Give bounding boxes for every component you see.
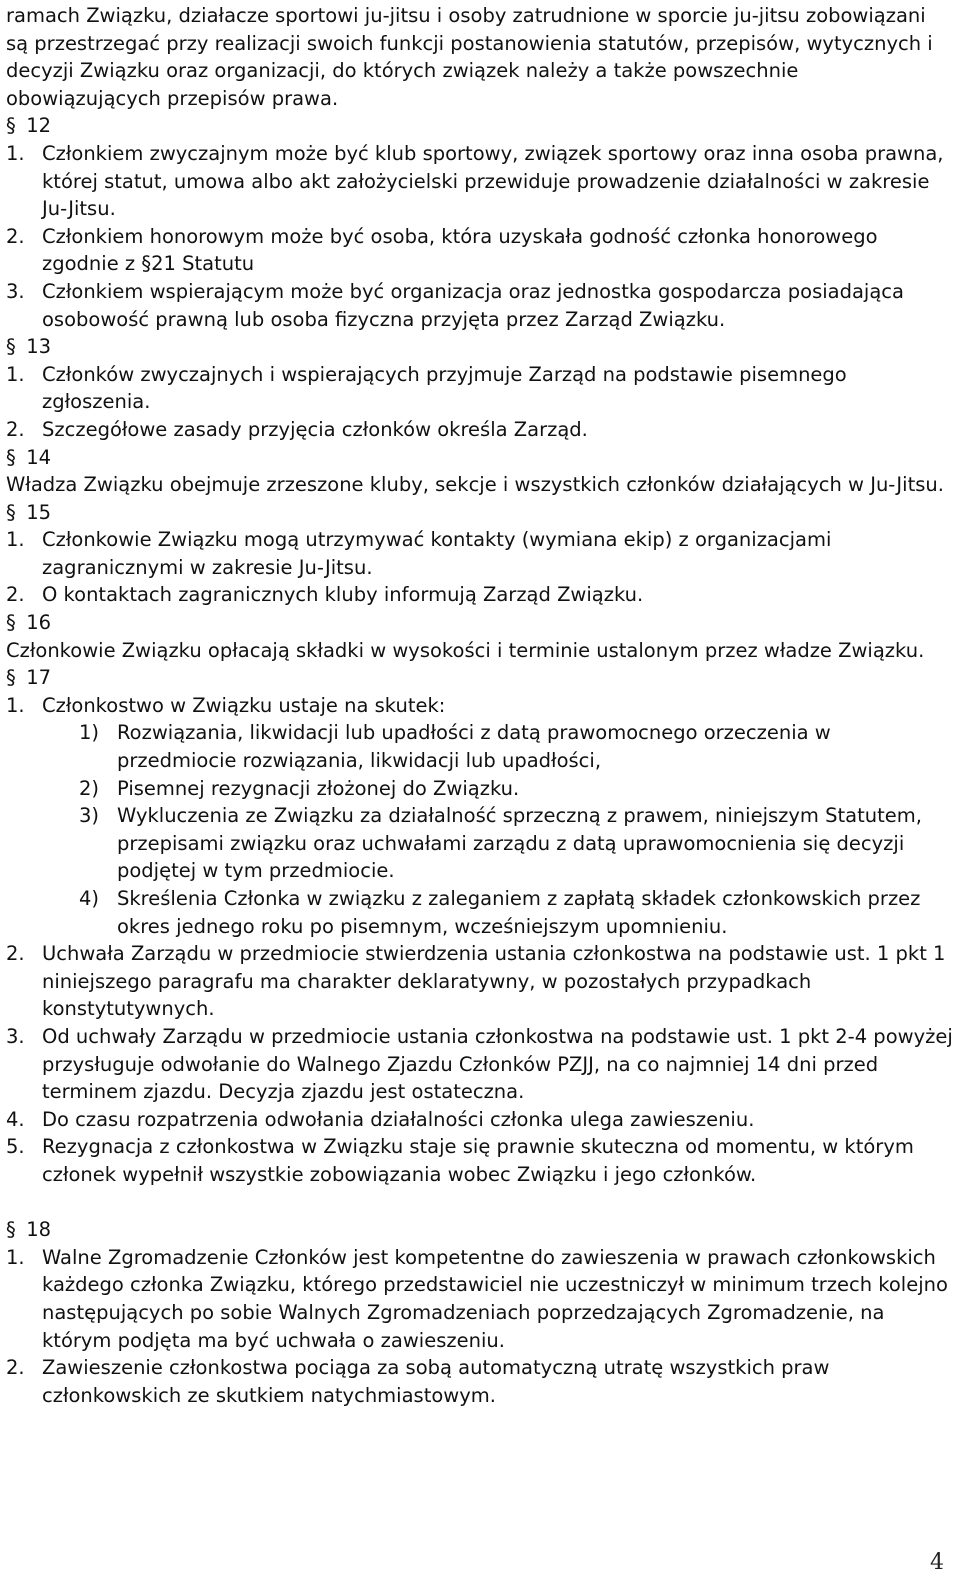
sub-list-item: 2) Pisemnej rezygnacji złożonej do Związku.: [79, 776, 520, 800]
section-paragraph: Władza Związku obejmuje zrzeszone kluby, sekcje i wszystkich członków działających w Ju-Jitsu.: [6, 473, 944, 497]
intro-paragraph: ramach Związku, działacze sportowi ju-jitsu i osoby zatrudnione w sporcie ju-jitsu zobowiązani są przestrzegać przy realizacji swoich funkcji postanowienia statutów, przepisów, wytycznych i decyzji Związku oraz organizacji, do których związek należy a także powszechnie obowiązujących przepisów prawa.: [6, 4, 933, 110]
list-item: 1. Członkostwo w Związku ustaje na skutek:: [6, 693, 446, 717]
blank-line: [6, 1189, 954, 1217]
section-number: 14: [26, 445, 52, 469]
section-number: 17: [26, 666, 52, 690]
list-item: 1. Członkiem zwyczajnym może być klub sportowy, związek sportowy oraz inna osoba prawna, której statut, umowa albo akt założycielski przewiduje prowadzenie działalności w zakresie Ju-Jitsu.: [6, 141, 944, 221]
section-symbol: §: [6, 500, 16, 524]
section-heading-13: [6, 333, 954, 361]
section-number: 12: [26, 114, 52, 138]
section-number: 13: [26, 335, 52, 359]
section-heading-16: [6, 609, 954, 637]
section-number: 16: [26, 611, 52, 635]
section-heading-12: [6, 112, 954, 140]
section-symbol: §: [6, 666, 16, 690]
list-item: 2. Uchwała Zarządu w przedmiocie stwierdzenia ustania członkostwa na podstawie ust. 1 pkt 1 niniejszego paragrafu ma charakter deklaratywny, w pozostałych przypadkach konstytutywnych.: [6, 942, 946, 1021]
list-item: 1. Członkowie Związku mogą utrzymywać kontakty (wymiana ekip) z organizacjami zagranicznymi w zakresie Ju-Jitsu.: [6, 528, 832, 579]
list-item: 2. Zawieszenie członkostwa pociąga za sobą automatyczną utratę wszystkich praw członkowskich ze skutkiem natychmiastowym.: [6, 1356, 830, 1407]
list-item: 2. O kontaktach zagranicznych kluby informują Zarząd Związku.: [6, 583, 644, 607]
section-heading-17: [6, 664, 954, 692]
list-item: 2. Członkiem honorowym może być osoba, która uzyskała godność członka honorowego zgodnie z §21 Statutu: [6, 224, 878, 276]
section-heading-14: [6, 444, 954, 472]
section-symbol: §: [6, 335, 16, 359]
section-number: 15: [26, 500, 52, 524]
list-item: 4. Do czasu rozpatrzenia odwołania działalności członka ulega zawieszeniu.: [6, 1107, 755, 1131]
section-heading-15: [6, 499, 954, 527]
section-heading-18: [6, 1216, 954, 1244]
list-item: 1. Walne Zgromadzenie Członków jest kompetentne do zawieszenia w prawach członkowskich każdego członka Związku, którego przedstawiciel nie uczestniczył w minimum trzech kolejno następujących po sobie Walnych Zgromadzeniach poprzedzających Zgromadzenie, na którym podjęta ma być uchwała o zawieszeniu.: [6, 1245, 948, 1352]
section-paragraph: Członkowie Związku opłacają składki w wysokości i terminie ustalonym przez władze Związku.: [6, 638, 925, 662]
section-symbol: §: [6, 445, 16, 469]
sub-list-item: 1) Rozwiązania, likwidacji lub upadłości z datą prawomocnego orzeczenia w przedmiocie rozwiązania, likwidacji lub upadłości,: [79, 721, 831, 773]
sub-list-item: 4) Skreślenia Członka w związku z zaleganiem z zapłatą składek członkowskich przez okres jednego roku po pisemnym, wcześniejszym upomnieniu.: [79, 887, 921, 938]
list-item: 2. Szczegółowe zasady przyjęcia członków określa Zarząd.: [6, 417, 588, 441]
document-body: [6, 2, 954, 1409]
section-number: 18: [26, 1218, 52, 1242]
list-item: 1. Członków zwyczajnych i wspierających przyjmuje Zarząd na podstawie pisemnego zgłoszenia.: [6, 362, 847, 414]
sub-list-item: 3) Wykluczenia ze Związku za działalność sprzeczną z prawem, niniejszym Statutem, przepisami związku oraz uchwałami zarządu z datą uprawomocnienia się decyzji podjętej w tym przedmiocie.: [79, 804, 922, 883]
section-symbol: §: [141, 252, 152, 276]
section-symbol: §: [6, 114, 16, 138]
section-symbol: §: [6, 1218, 16, 1242]
list-item: 3. Członkiem wspierającym może być organizacja oraz jednostka gospodarcza posiadająca osobowość prawną lub osoba fizyczna przyjęta przez Zarząd Związku.: [6, 279, 904, 331]
page-number: 4: [930, 1550, 944, 1575]
section-symbol: §: [6, 611, 16, 635]
list-item: 5. Rezygnacja z członkostwa w Związku staje się prawnie skuteczna od momentu, w którym członek wypełnił wszystkie zobowiązania wobec Związku i jego członków.: [6, 1135, 914, 1186]
list-item: 3. Od uchwały Zarządu w przedmiocie ustania członkostwa na podstawie ust. 1 pkt 2-4 powyżej przysługuje odwołanie do Walnego Zjazdu Członków PZJJ, na co najmniej 14 dni przed terminem zjazdu. Decyzja zjazdu jest ostateczna.: [6, 1024, 953, 1104]
